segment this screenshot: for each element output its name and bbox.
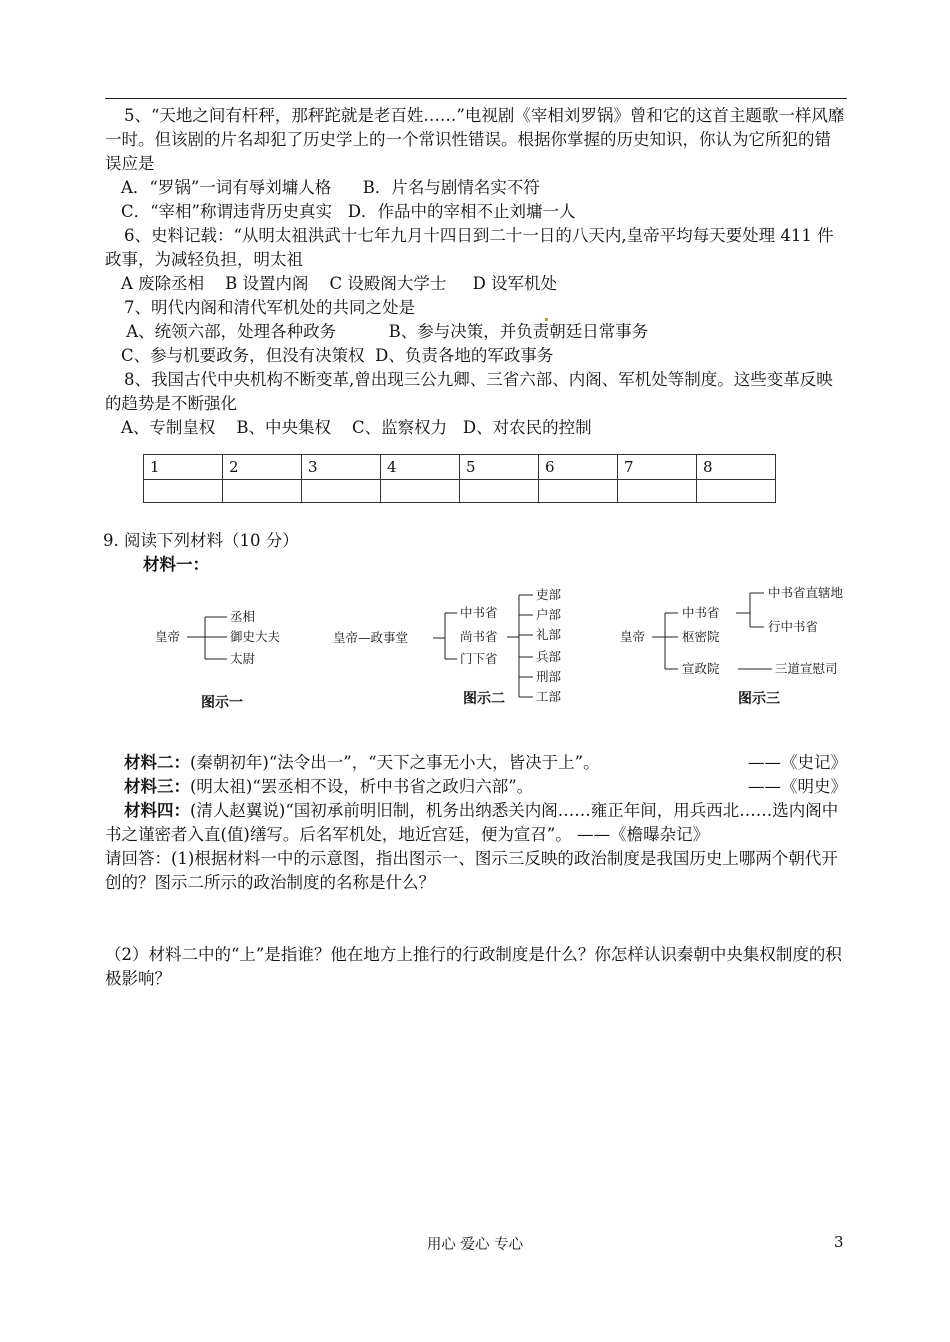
answer-cell[interactable]	[223, 480, 302, 503]
material-3	[105, 775, 847, 799]
d1-caption: 图示一	[201, 695, 243, 711]
answer-header-cell: 8	[697, 455, 776, 480]
material-2-label: 材料二：	[123, 753, 190, 772]
question-2: （2）材料二中的“上”是指谁？他在地方上推行的行政制度是什么？你怎样认识秦朝中央集权制度的积极影响？	[105, 945, 842, 988]
answer-header-cell: 2	[223, 455, 302, 480]
material-4	[105, 799, 847, 847]
d3-sub: 行中书省	[768, 619, 819, 634]
q6-options: A 废除丞相 B 设置内阁 C 设殿阁大学士 D 设军机处	[121, 274, 558, 293]
answer-header-cell: 5	[460, 455, 539, 480]
d2-ministry: 吏部	[536, 587, 562, 602]
material-1-diagrams	[105, 583, 847, 733]
header-rule	[105, 98, 847, 99]
page-number: 3	[834, 1233, 844, 1251]
d1-item: 御史大夫	[230, 629, 281, 644]
question-1: 请回答：(1)根据材料一中的示意图，指出图示一、图示三反映的政治制度是我国历史上哪两个朝代开创的？图示二所示的政治制度的名称是什么？	[105, 849, 838, 892]
d2-mid: 中书省	[460, 605, 498, 620]
d3-root: 皇帝	[620, 629, 646, 644]
answer-header-cell: 4	[381, 455, 460, 480]
d2-ministry: 兵部	[536, 649, 562, 664]
d3-mid: 中书省	[682, 605, 720, 620]
answer-cell[interactable]	[460, 480, 539, 503]
q7-stem: 7、明代内阁和清代军机处的共同之处是	[123, 298, 415, 317]
material-3-source: ——《明史》	[748, 777, 847, 796]
answer-header-cell: 3	[302, 455, 381, 480]
q6-stem: 6、史料记载：“从明太祖洪武十七年九月十四日到二十一日的八天内,皇帝平均每天要处理 411 件政事，为减轻负担，明太祖	[105, 226, 834, 269]
d2-ministry: 礼部	[536, 627, 562, 642]
d2-caption: 图示二	[463, 691, 505, 707]
material-3-label: 材料三：	[123, 777, 190, 796]
d2-ministry: 户部	[536, 607, 562, 622]
page-content	[105, 104, 847, 991]
d1-item: 太尉	[230, 651, 256, 666]
q7-options-ab: A、统领六部，处理各种政务 B、参与决策，并负责朝廷日常事务	[121, 322, 649, 341]
material-2	[105, 751, 847, 775]
answer-cell[interactable]	[697, 480, 776, 503]
d2-mid: 尚书省	[460, 629, 498, 644]
material-4-source: ——《檐曝杂记》	[577, 825, 710, 844]
d3-mid: 宣政院	[682, 661, 720, 676]
q9-title: 9. 阅读下列材料（10 分）	[103, 531, 299, 550]
material-4-text: (清人赵翼说)“国初承前明旧制，机务出纳悉关内阁……雍正年间，用兵西北……选内阁中书之谨密者入直(值)缮写。后名军机处，地近宫廷，便为宣召”。	[105, 801, 839, 844]
q8-stem: 8、我国古代中央机构不断变革,曾出现三公九卿、三省六部、内阁、军机处等制度。这些变革反映的趋势是不断强化	[105, 370, 833, 413]
d3-caption: 图示三	[738, 691, 780, 707]
d2-root: 皇帝—政事堂	[333, 630, 409, 645]
d3-sub: 中书省直辖地	[768, 585, 844, 600]
material-4-label: 材料四：	[123, 801, 190, 820]
q7-options-cd: C、参与机要政务，但没有决策权 D、负责各地的军政事务	[121, 346, 554, 365]
answer-table	[143, 454, 776, 503]
material-2-text: (秦朝初年)“法令出一”，“天下之事无小大，皆决于上”。	[189, 753, 600, 772]
answer-cell[interactable]	[618, 480, 697, 503]
material-1-label: 材料一：	[143, 555, 209, 574]
q8-options: A、专制皇权 B、中央集权 C、监察权力 D、对农民的控制	[121, 418, 592, 437]
answer-header-cell: 7	[618, 455, 697, 480]
d2-ministry: 刑部	[536, 669, 562, 684]
d3-mid: 枢密院	[682, 629, 720, 644]
d2-mid: 门下省	[460, 651, 498, 666]
d2-ministry: 工部	[536, 689, 562, 704]
material-2-source: ——《史记》	[748, 753, 847, 772]
q5-stem: 5、“天地之间有杆秤，那秤跎就是老百姓……”电视剧《宰相刘罗锅》曾和它的这首主题歌一样风靡一时。但该剧的片名却犯了历史学上的一个常识性错误。根据你掌握的历史知识，你认为它所犯的错误应是	[105, 106, 845, 173]
d1-root: 皇帝	[155, 629, 181, 644]
answer-cell[interactable]	[381, 480, 460, 503]
answer-table-header-row	[144, 455, 776, 480]
q5-options-ab: A．“罗锅”一词有辱刘墉人格 B．片名与剧情名实不符	[121, 178, 540, 197]
d1-item: 丞相	[230, 609, 256, 624]
answer-header-cell: 6	[539, 455, 618, 480]
answer-cell[interactable]	[302, 480, 381, 503]
answer-cell[interactable]	[144, 480, 223, 503]
footer-text: 用心 爱心 专心	[426, 1237, 524, 1253]
answer-header-cell: 1	[144, 455, 223, 480]
answer-cell[interactable]	[539, 480, 618, 503]
material-3-text: (明太祖)“罢丞相不设，析中书省之政归六部”。	[189, 777, 534, 796]
d3-xuanweisi: 三道宣慰司	[775, 661, 838, 676]
q5-options-cd: C．“宰相”称谓违背历史真实 D．作品中的宰相不止刘墉一人	[121, 202, 576, 221]
answer-table-blank-row	[144, 480, 776, 503]
